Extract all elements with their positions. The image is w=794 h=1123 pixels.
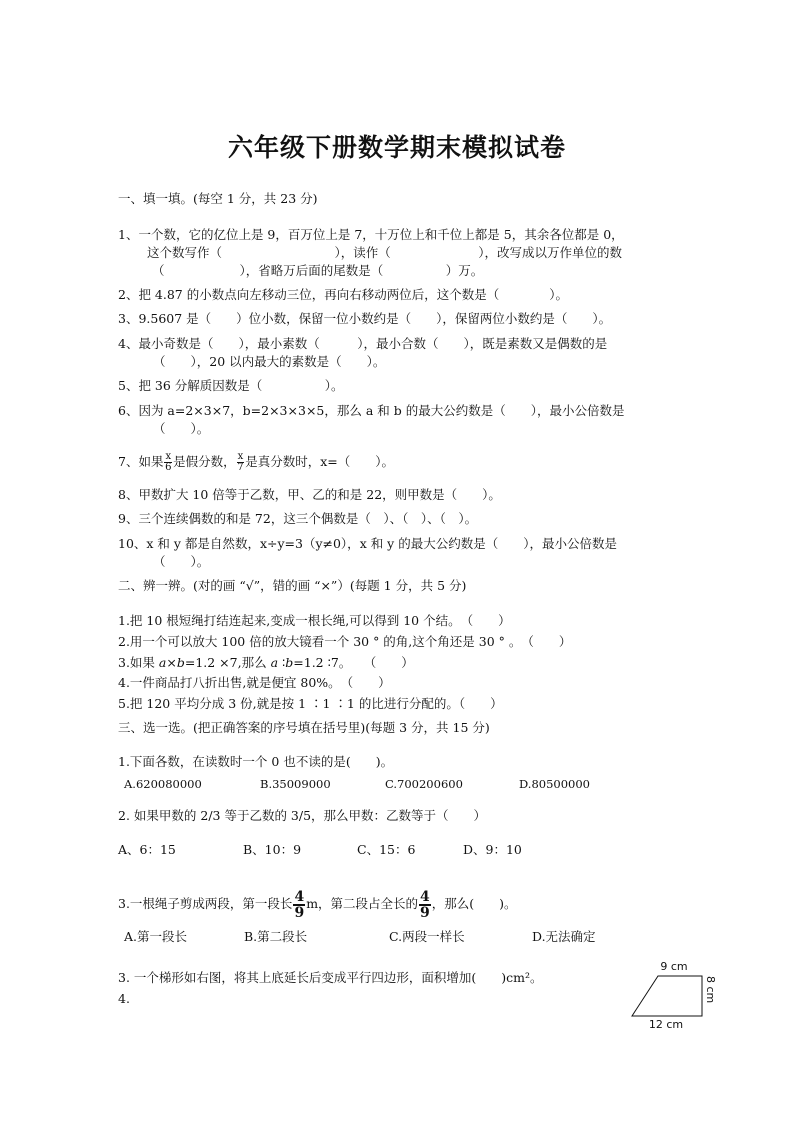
choice-3-option-c: C.两段一样长	[389, 929, 465, 944]
choice-1-option-a: A.620080000	[124, 777, 202, 791]
choice-question-5-number: 4.	[118, 991, 130, 1006]
text: 3.如果	[118, 655, 159, 670]
fraction-denominator: 9	[294, 904, 305, 921]
choice-1-option-b: B.35009000	[260, 777, 331, 791]
text: =1.2 ∶7。 （ ）	[293, 655, 414, 670]
trapezoid-top-label: 9 cm	[660, 960, 688, 973]
question-1-line-2: 这个数写作（ ），读作（ ），改写成以万作单位的数	[147, 245, 623, 260]
text: =1.2 ×7,那么	[184, 655, 271, 670]
question-4-line-2: （ ），20 以内最大的素数是（ ）。	[153, 354, 386, 369]
fraction-numerator: x	[165, 451, 172, 462]
choice-2-option-d: D、9：10	[463, 842, 522, 857]
fraction-numerator: 4	[294, 888, 305, 905]
section-2-heading: 二、辨一辨。(对的画 “√”，错的画 “×”）(每题 1 分，共 5 分)	[118, 578, 467, 593]
text: ∶	[278, 655, 286, 670]
var-b: b	[285, 655, 294, 670]
fraction-numerator: 4	[420, 888, 430, 905]
question-9: 9、三个连续偶数的和是 72，这三个偶数是（ ）、（ ）、（ ）。	[118, 511, 478, 526]
fraction-numerator: x	[237, 451, 244, 462]
choice-3-option-d: D.无法确定	[532, 929, 596, 944]
section-3-heading: 三、选一选。(把正确答案的序号填在括号里)(每题 3 分，共 15 分)	[118, 720, 490, 735]
trapezoid-shape	[632, 976, 702, 1016]
question-1-line-3: （ ），省略万后面的尾数是（ ）万。	[152, 263, 484, 278]
judge-item-4: 4.一件商品打八折出售,就是便宜 80%。 （ ）	[118, 675, 391, 690]
fraction-4-over-9	[293, 890, 305, 920]
text: ×	[166, 655, 177, 670]
question-7-part-b: 是假分数，	[173, 454, 236, 469]
judge-item-2: 2.用一个可以放大 100 倍的放大镜看一个 30 ° 的角,这个角还是 30 ° 。 （ ）	[118, 634, 572, 649]
trapezoid-bottom-label: 12 cm	[648, 1018, 684, 1031]
question-3: 3、9.5607 是（ ）位小数，保留一位小数约是（ ），保留两位小数约是（ ）。	[118, 311, 612, 326]
choice-3-option-a: A.第一段长	[124, 929, 188, 944]
var-a: a	[270, 655, 279, 670]
text: m，第二段占全长的	[306, 896, 419, 911]
fraction-4-over-9	[419, 890, 431, 920]
text: ，那么( )。	[431, 896, 517, 911]
page-title: 六年级下册数学期末模拟试卷	[227, 133, 566, 162]
question-2: 2、把 4.87 的小数点向左移动三位，再向右移动两位后，这个数是（ ）。	[118, 287, 568, 302]
choice-1-option-d: D.80500000	[519, 777, 590, 791]
question-10-line-1: 10、x 和 y 都是自然数，x÷y=3（y≠0），x 和 y 的最大公约数是（ ），最小公倍数是	[118, 536, 617, 551]
judge-item-1: 1.把 10 根短绳打结连起来,变成一根长绳,可以得到 10 个结。 （ ）	[118, 613, 511, 628]
choice-2-option-a: A、6：15	[118, 842, 176, 857]
fraction-denominator: 7	[237, 462, 244, 473]
fraction-x-over-6	[164, 452, 172, 473]
var-a: a	[158, 655, 167, 670]
question-6-line-1: 6、因为 a=2×3×7，b=2×3×3×5，那么 a 和 b 的最大公约数是（ ），最小公倍数是	[118, 403, 625, 418]
trapezoid-right-label: 8 cm	[704, 976, 717, 1004]
question-7-part-c: 是真分数时，x=（ ）。	[245, 454, 395, 469]
choice-question-3	[118, 886, 517, 922]
fraction-denominator: 6	[165, 462, 172, 473]
choice-question-1: 1.下面各数，在读数时一个 0 也不读的是( )。	[118, 754, 394, 769]
question-4-line-1: 4、最小奇数是（ ），最小素数（ ），最小合数（ ），既是素数又是偶数的是	[118, 336, 608, 351]
question-8: 8、甲数扩大 10 倍等于乙数，甲、乙的和是 22，则甲数是（ ）。	[118, 487, 501, 502]
judge-item-5: 5.把 120 平均分成 3 份,就是按 1 ∶1 ∶1 的比进行分配的。（ ）	[118, 696, 503, 711]
fraction-denominator: 9	[420, 904, 430, 921]
choice-2-option-b: B、10：9	[243, 842, 302, 857]
section-1-heading: 一、填一填。(每空 1 分，共 23 分)	[118, 191, 318, 206]
question-1-line-1: 1、一个数，它的亿位上是 9，百万位上是 7，十万位上和千位上都是 5，其余各位都是 0，	[118, 227, 624, 242]
question-6-line-2: （ ）。	[153, 421, 210, 436]
text: 3.一根绳子剪成两段，第一段长	[118, 896, 293, 911]
fraction-x-over-7	[237, 452, 245, 473]
question-7	[118, 448, 394, 476]
trapezoid-figure	[624, 954, 718, 1032]
choice-1-option-c: C.700200600	[385, 777, 463, 791]
choice-question-2: 2. 如果甲数的 2/3 等于乙数的 3/5，那么甲数：乙数等于（ ）	[118, 808, 487, 823]
choice-2-option-c: C、15：6	[357, 842, 416, 857]
question-7-part-a: 7、如果	[118, 454, 164, 469]
judge-item-3	[118, 655, 414, 671]
choice-question-4: 3. 一个梯形如右图，将其上底延长后变成平行四边形，面积增加( )cm²。	[118, 970, 543, 985]
var-b: b	[176, 655, 185, 670]
question-5: 5、把 36 分解质因数是（ ）。	[118, 378, 344, 393]
question-10-line-2: （ ）。	[153, 554, 210, 569]
choice-3-option-b: B.第二段长	[244, 929, 308, 944]
